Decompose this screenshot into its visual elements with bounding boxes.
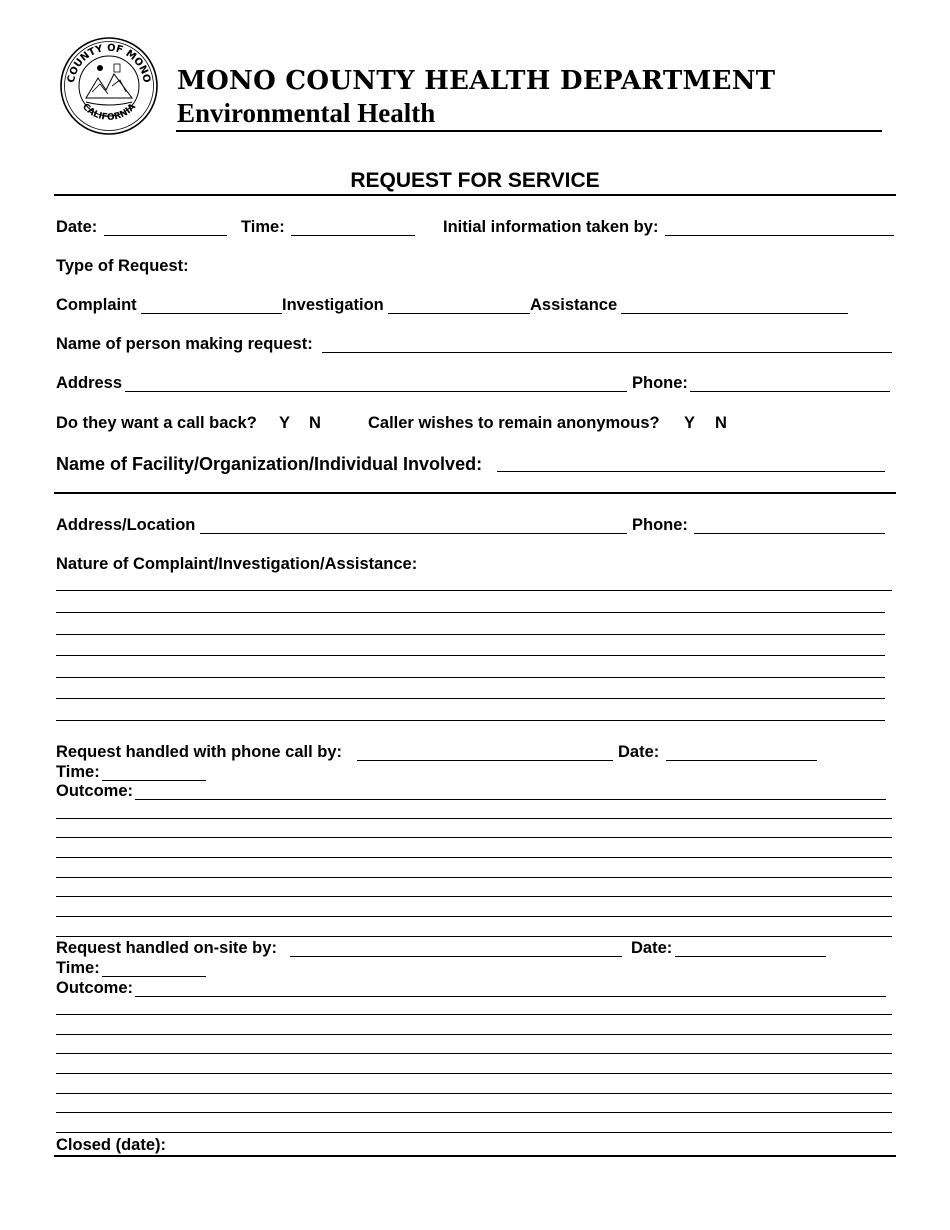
address-label: Address xyxy=(56,374,123,392)
callback-yes[interactable]: Y xyxy=(279,414,291,432)
onsite-outcome-line[interactable] xyxy=(56,1073,892,1074)
phone-call-date-field[interactable] xyxy=(666,746,817,761)
anonymous-yes[interactable]: Y xyxy=(684,414,696,432)
nature-line[interactable] xyxy=(56,634,885,635)
onsite-date-label: Date: xyxy=(631,939,673,957)
onsite-time-field[interactable] xyxy=(102,962,206,977)
taken-by-label: Initial information taken by: xyxy=(443,218,659,236)
complaint-field[interactable] xyxy=(141,299,282,314)
assistance-label: Assistance xyxy=(530,296,618,314)
onsite-outcome-field[interactable] xyxy=(135,982,886,997)
onsite-outcome-line[interactable] xyxy=(56,1112,892,1113)
date-field[interactable] xyxy=(104,221,227,236)
phone-call-outcome-line[interactable] xyxy=(56,916,892,917)
onsite-outcome-label: Outcome: xyxy=(56,979,134,997)
section-rule xyxy=(54,492,896,494)
time-label: Time: xyxy=(241,218,285,236)
investigation-label: Investigation xyxy=(282,296,384,314)
header-rule xyxy=(176,130,882,132)
complaint-label: Complaint xyxy=(56,296,137,314)
requester-name-field[interactable] xyxy=(322,338,892,353)
phone-call-outcome-field[interactable] xyxy=(135,785,886,800)
department-title: MONO COUNTY HEALTH DEPARTMENT xyxy=(177,66,776,96)
location-phone-field[interactable] xyxy=(694,519,885,534)
closed-date-label: Closed (date): xyxy=(56,1136,167,1154)
onsite-outcome-line[interactable] xyxy=(56,1034,892,1035)
phone-call-outcome-line[interactable] xyxy=(56,896,892,897)
onsite-time-label: Time: xyxy=(56,959,100,977)
address-field[interactable] xyxy=(125,377,627,392)
onsite-label: Request handled on-site by: xyxy=(56,939,277,957)
phone-field[interactable] xyxy=(690,377,890,392)
nature-line[interactable] xyxy=(56,698,885,699)
onsite-outcome-line[interactable] xyxy=(56,1014,892,1015)
nature-line[interactable] xyxy=(56,655,885,656)
phone-call-outcome-line[interactable] xyxy=(56,877,892,878)
form-title: REQUEST FOR SERVICE xyxy=(350,169,600,192)
onsite-by-field[interactable] xyxy=(290,942,622,957)
nature-line[interactable] xyxy=(56,677,885,678)
assistance-field[interactable] xyxy=(621,299,848,314)
phone-call-outcome-line[interactable] xyxy=(56,857,892,858)
onsite-outcome-line[interactable] xyxy=(56,1132,892,1133)
time-field[interactable] xyxy=(291,221,415,236)
phone-call-label: Request handled with phone call by: xyxy=(56,743,343,761)
seal-bottom-text: CALIFORNIA xyxy=(79,102,139,123)
phone-call-date-label: Date: xyxy=(618,743,660,761)
facility-label: Name of Facility/Organization/Individual Involved: xyxy=(56,454,483,474)
county-seal-logo xyxy=(56,36,162,136)
nature-line[interactable] xyxy=(56,590,892,591)
investigation-field[interactable] xyxy=(388,299,530,314)
division-subtitle: Environmental Health xyxy=(177,98,436,128)
date-label: Date: xyxy=(56,218,98,236)
nature-label: Nature of Complaint/Investigation/Assistance: xyxy=(56,555,418,573)
requester-name-label: Name of person making request: xyxy=(56,335,313,353)
phone-call-time-field[interactable] xyxy=(102,766,206,781)
location-phone-label: Phone: xyxy=(632,516,688,534)
seal-top-text: COUNTY OF MONO xyxy=(66,42,152,84)
phone-call-outcome-line[interactable] xyxy=(56,818,892,819)
phone-label: Phone: xyxy=(632,374,688,392)
location-label: Address/Location xyxy=(56,516,196,534)
nature-line[interactable] xyxy=(56,720,885,721)
onsite-outcome-line[interactable] xyxy=(56,1093,892,1094)
callback-label: Do they want a call back? xyxy=(56,414,257,432)
onsite-date-field[interactable] xyxy=(675,942,826,957)
facility-field[interactable] xyxy=(497,457,885,472)
anonymous-label: Caller wishes to remain anonymous? xyxy=(368,414,660,432)
closed-date-rule[interactable] xyxy=(54,1155,896,1157)
phone-call-outcome-line[interactable] xyxy=(56,936,892,937)
title-rule xyxy=(54,194,896,196)
phone-call-outcome-line[interactable] xyxy=(56,837,892,838)
callback-no[interactable]: N xyxy=(309,414,321,432)
anonymous-no[interactable]: N xyxy=(715,414,727,432)
phone-call-outcome-label: Outcome: xyxy=(56,782,134,800)
location-field[interactable] xyxy=(200,519,627,534)
type-of-request-label: Type of Request: xyxy=(56,257,189,275)
phone-call-time-label: Time: xyxy=(56,763,100,781)
nature-line[interactable] xyxy=(56,612,885,613)
taken-by-field[interactable] xyxy=(665,221,894,236)
phone-call-by-field[interactable] xyxy=(357,746,613,761)
onsite-outcome-line[interactable] xyxy=(56,1053,892,1054)
